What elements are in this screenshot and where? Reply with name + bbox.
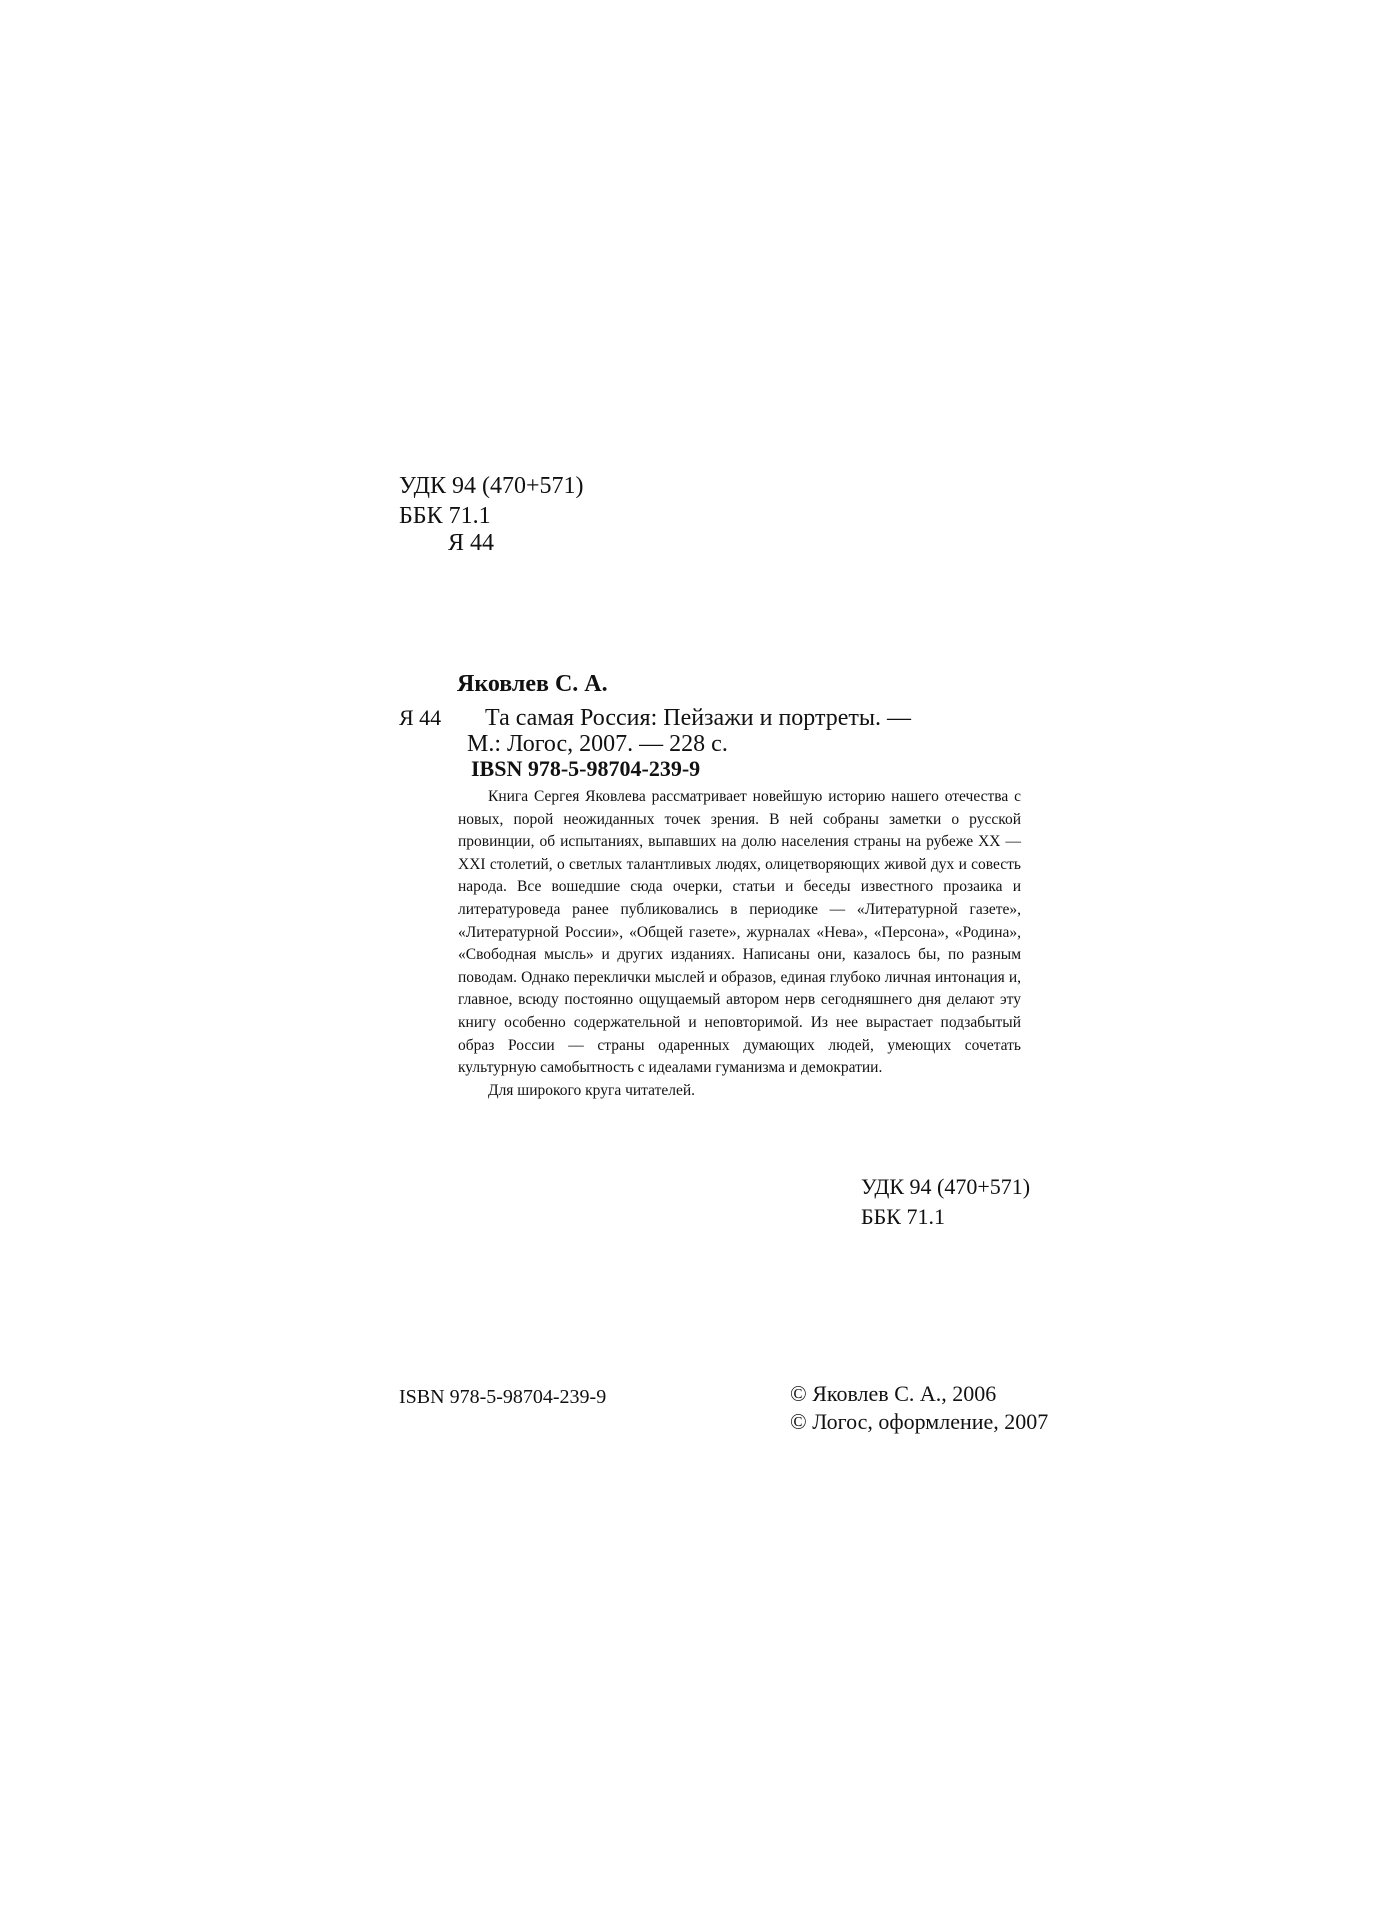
book-title-line: Та самая Россия: Пейзажи и портреты. — xyxy=(485,705,912,731)
author-name: Яковлев С. А. xyxy=(457,671,608,697)
isbn-footer: ISBN 978-5-98704-239-9 xyxy=(399,1386,607,1408)
annotation xyxy=(458,786,1021,1102)
bbk-code-top: ББК 71.1 xyxy=(399,503,491,529)
udk-code-bottom: УДК 94 (470+571) xyxy=(861,1174,1031,1199)
copyright-publisher: © Логос, оформление, 2007 xyxy=(790,1409,1049,1434)
author-mark-top: Я 44 xyxy=(448,530,495,556)
udk-code-top: УДК 94 (470+571) xyxy=(399,473,584,499)
author-mark-entry: Я 44 xyxy=(399,705,442,730)
annotation-text: Книга Сергея Яковлева рассматривает новейшую историю нашего отечества с новых, порой неожиданных точек зрения. В ней собраны заметки о русской провинции, об испытаниях, выпавших на долю населения страны на рубеже XX — XXI столетий, о светлых талантливых людях, олицетворяющих живой дух и совесть народа. Все вошедшие сюда очерки, статьи и беседы известного прозаика и литературоведа ранее публиковались в периодике — «Литературной газете», «Литературной России», «Общей газете», журналах «Нева», «Персона», «Родина», «Свободная мысль» и других изданиях. Написаны они, казалось бы, по разным поводам. Однако переклички мыслей и образов, единая глубоко личная интонация и, главное, всюду постоянно ощущаемый автором нерв сегодняшнего дня делают эту книгу особенно содержательной и неповторимой. Из нее вырастает подзабытый образ России — страны одаренных думающих людей, умеющих сочетать культурную самобытность с идеалами гуманизма и демократии. xyxy=(458,788,1021,1077)
bbk-code-bottom: ББК 71.1 xyxy=(861,1204,945,1229)
audience-note: Для широкого круга читателей. xyxy=(488,1081,696,1099)
isbn-line-entry: IBSN 978-5-98704-239-9 xyxy=(471,756,701,781)
copyright-author: © Яковлев С. А., 2006 xyxy=(790,1381,997,1406)
imprint-line: М.: Логос, 2007. — 228 с. xyxy=(467,731,728,757)
